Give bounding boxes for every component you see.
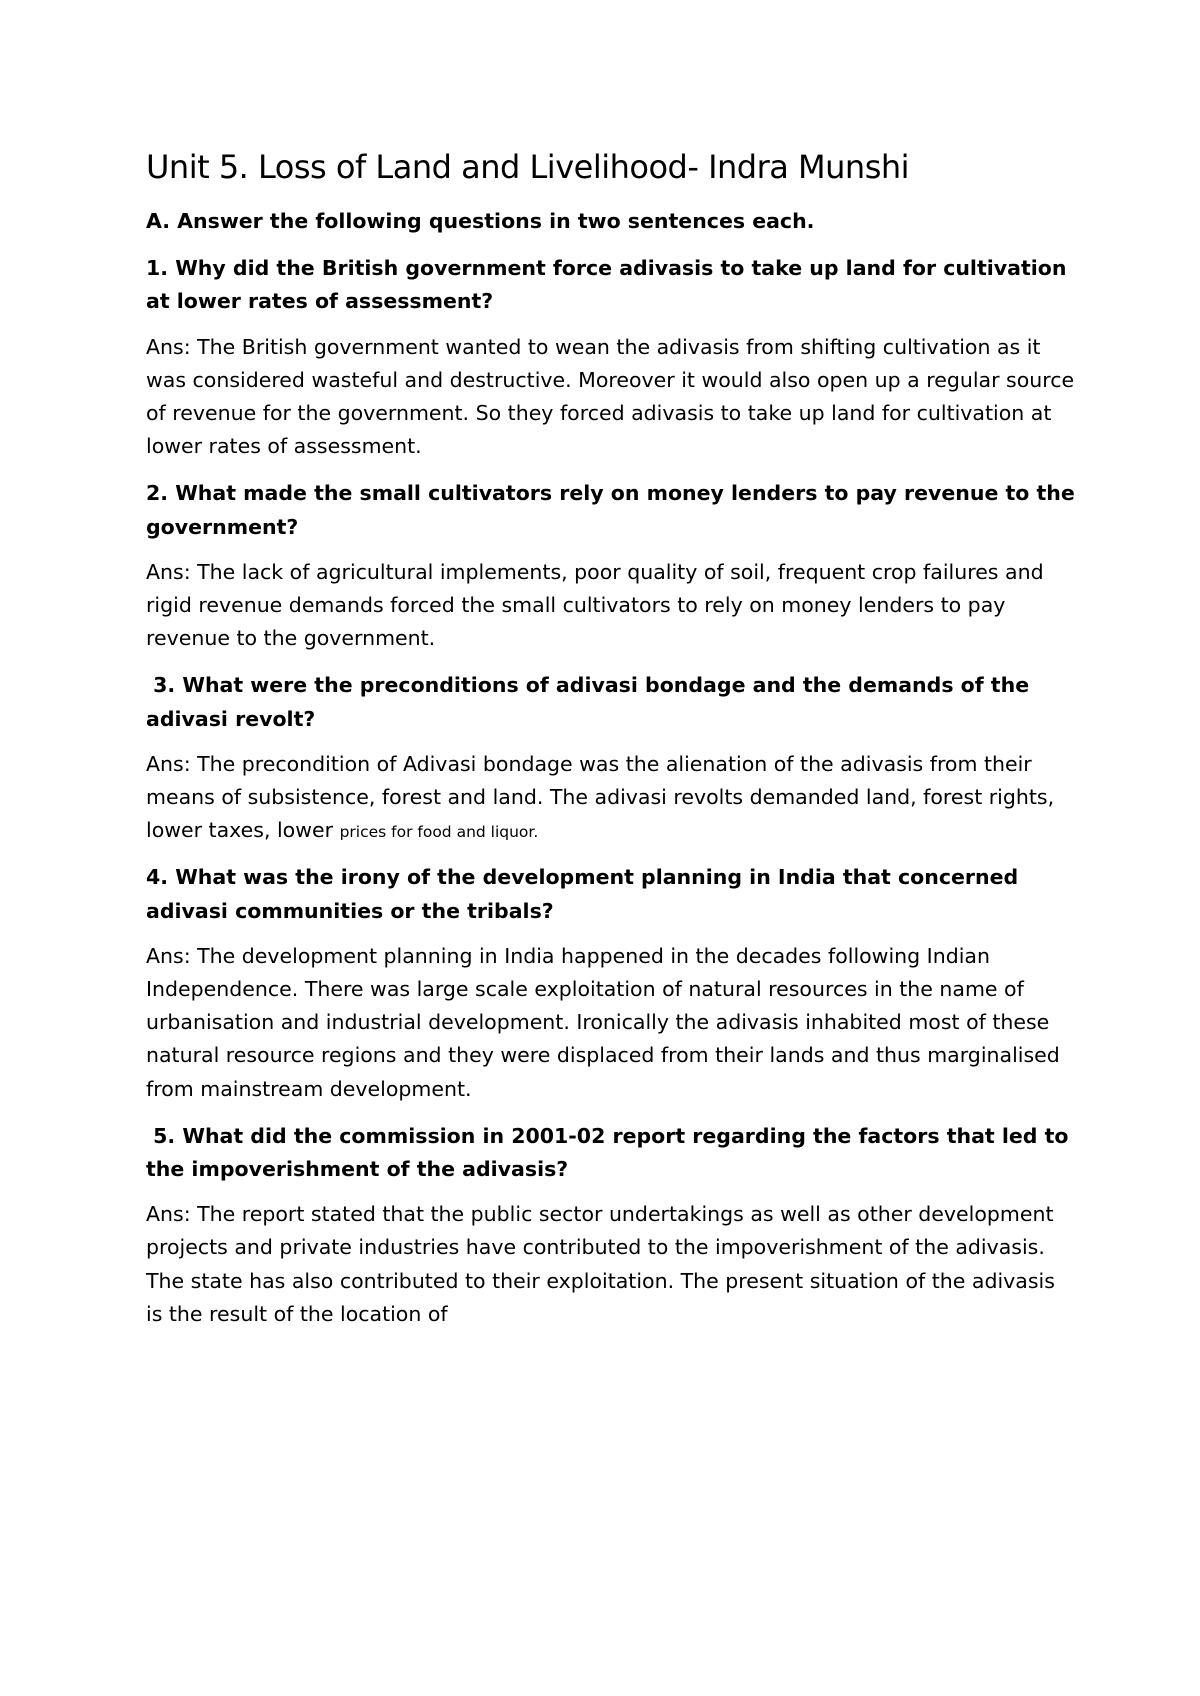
section-instruction: A. Answer the following questions in two sentences each. [146, 209, 815, 234]
question-4: 4. What was the irony of the development planning in India that concerned adivasi communities or the tribals? [146, 865, 1019, 923]
question-3: 3. What were the preconditions of adivasi bondage and the demands of the adivasi revolt? [146, 673, 1037, 731]
answer-2: Ans: The lack of agricultural implements, poor quality of soil, frequent crop failures and rigid revenue demands forced the small cultivators to rely on money lenders to pay revenue to the government. [146, 559, 1044, 651]
answer-3-small-text: prices for food and liquor. [339, 823, 539, 842]
document-page [146, 148, 1076, 1345]
question-2: 2. What made the small cultivators rely on money lenders to pay revenue to the government? [146, 481, 1075, 539]
answer-1: Ans: The British government wanted to wean the adivasis from shifting cultivation as it was considered wasteful and destructive. Moreover it would also open up a regular source of revenue for the government. So they forced adivasis to take up land for cultivation at lower rates of assessment. [146, 334, 1075, 459]
answer-3-text: Ans: The precondition of Adivasi bondage was the alienation of the adivasis from their means of subsistence, forest and land. The adivasi revolts demanded land, forest rights, lower taxes, lower [146, 751, 1061, 843]
answer-5: Ans: The report stated that the public sector undertakings as well as other development projects and private industries have contributed to the impoverishment of the adivasis. The state has also contributed to their exploitation. The present situation of the adivasis is the result of the location of [146, 1202, 1055, 1326]
question-5: 5. What did the commission in 2001-02 report regarding the factors that led to the impoverishment of the adivasis? [146, 1123, 1076, 1182]
answer-4: Ans: The development planning in India happened in the decades following Indian Independence. There was large scale exploitation of natural resources in the name of urbanisation and industrial development. Ironically the adivasis inhabited most of these natural resource regions and they were displaced from their lands and thus marginalised from mainstream development. [146, 943, 1060, 1101]
question-1: 1. Why did the British government force adivasis to take up land for cultivation at lower rates of assessment? [146, 256, 1067, 314]
document-title: Unit 5. Loss of Land and Livelihood- Indra Munshi [146, 148, 910, 186]
answer-3 [146, 748, 1076, 848]
